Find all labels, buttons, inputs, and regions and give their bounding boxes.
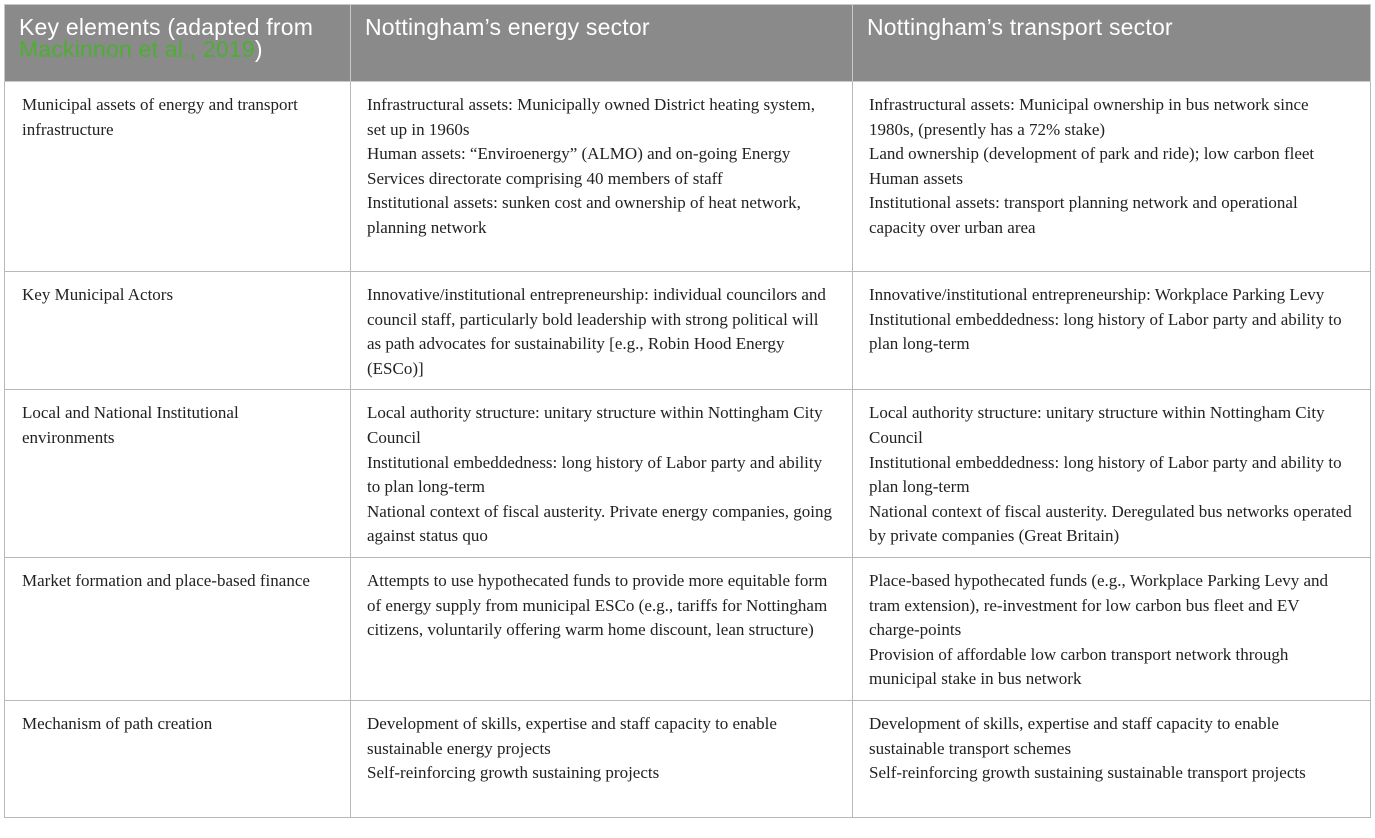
comparison-table — [4, 4, 1371, 818]
table-header-row — [5, 5, 1371, 82]
energy-line: Human assets: “Enviroenergy” (ALMO) and on-going Energy Services directorate comprising 40 members of staff — [367, 144, 791, 188]
energy-line: Attempts to use hypothecated funds to provide more equitable form of energy supply from municipal ESCo (e.g., tariffs for Nottingham citizens, voluntarily offering warm home discount, lean structure) — [367, 570, 828, 640]
table-row — [5, 82, 1371, 272]
header-key-suffix: ) — [254, 36, 263, 62]
table-row — [5, 390, 1371, 558]
energy-cell — [351, 272, 853, 390]
transport-line: Place-based hypothecated funds (e.g., Workplace Parking Levy and tram extension), re-investment for low carbon bus fleet and EV charge-points — [869, 570, 1329, 640]
energy-line: National context of fiscal austerity. Private energy companies, going against status quo — [367, 501, 833, 546]
transport-cell — [853, 82, 1371, 272]
transport-line: Infrastructural assets: Municipal ownership in bus network since 1980s, (presently has a 72% stake) — [869, 95, 1309, 139]
transport-cell — [853, 390, 1371, 558]
header-key-elements — [5, 5, 351, 82]
energy-line: Local authority structure: unitary structure within Nottingham City Council — [367, 403, 823, 447]
header-energy-sector: Nottingham’s energy sector — [351, 5, 853, 82]
transport-line: Institutional assets: transport planning network and operational capacity over urban area — [869, 193, 1298, 237]
transport-line: Self-reinforcing growth sustaining sustainable transport projects — [869, 763, 1306, 783]
energy-cell — [351, 700, 853, 817]
transport-line: Innovative/institutional entrepreneurship: Workplace Parking Levy — [869, 285, 1325, 304]
energy-line: Development of skills, expertise and staff capacity to enable sustainable energy projects — [367, 713, 777, 758]
transport-line: Human assets — [869, 168, 963, 188]
energy-line: Institutional embeddedness: long history of Labor party and ability to plan long-term — [367, 452, 823, 497]
energy-line: Infrastructural assets: Municipally owned District heating system, set up in 1960s — [367, 95, 816, 139]
transport-line: Local authority structure: unitary structure within Nottingham City Council — [869, 403, 1325, 447]
energy-line: Institutional assets: sunken cost and ownership of heat network, planning network — [367, 193, 801, 237]
transport-line: Provision of affordable low carbon transport network through municipal stake in bus network — [869, 644, 1289, 689]
energy-cell — [351, 557, 853, 700]
energy-cell — [351, 390, 853, 558]
key-element-cell: Mechanism of path creation — [5, 700, 351, 817]
transport-cell — [853, 700, 1371, 817]
key-element-cell: Local and National Institutional environments — [5, 390, 351, 558]
transport-cell — [853, 557, 1371, 700]
table-row — [5, 272, 1371, 390]
transport-cell — [853, 272, 1371, 390]
transport-line: National context of fiscal austerity. Deregulated bus networks operated by private companies (Great Britain) — [869, 501, 1352, 546]
key-element-cell: Market formation and place-based finance — [5, 557, 351, 700]
energy-line: Innovative/institutional entrepreneurship: individual councilors and council staff, particularly bold leadership with strong political will as path advocates for sustainability [e.g., Robin Hood Energy (ESCo)] — [367, 285, 826, 378]
table-row — [5, 700, 1371, 817]
header-key-prefix: Key elements (adapted from — [19, 14, 314, 40]
header-transport-sector: Nottingham’s transport sector — [853, 5, 1371, 82]
energy-line: Self-reinforcing growth sustaining projects — [367, 763, 660, 783]
key-element-cell: Municipal assets of energy and transport infrastructure — [5, 82, 351, 272]
transport-line: Institutional embeddedness: long history of Labor party and ability to plan long-term — [869, 452, 1342, 497]
key-element-cell: Key Municipal Actors — [5, 272, 351, 390]
transport-line: Development of skills, expertise and staff capacity to enable sustainable transport schemes — [869, 713, 1279, 758]
transport-line: Land ownership (development of park and ride); low carbon fleet — [869, 144, 1315, 164]
energy-cell — [351, 82, 853, 272]
citation-link[interactable]: Mackinnon et al., 2019 — [19, 36, 255, 62]
transport-line: Institutional embeddedness: long history of Labor party and ability to plan long-term — [869, 309, 1342, 354]
table-row — [5, 557, 1371, 700]
